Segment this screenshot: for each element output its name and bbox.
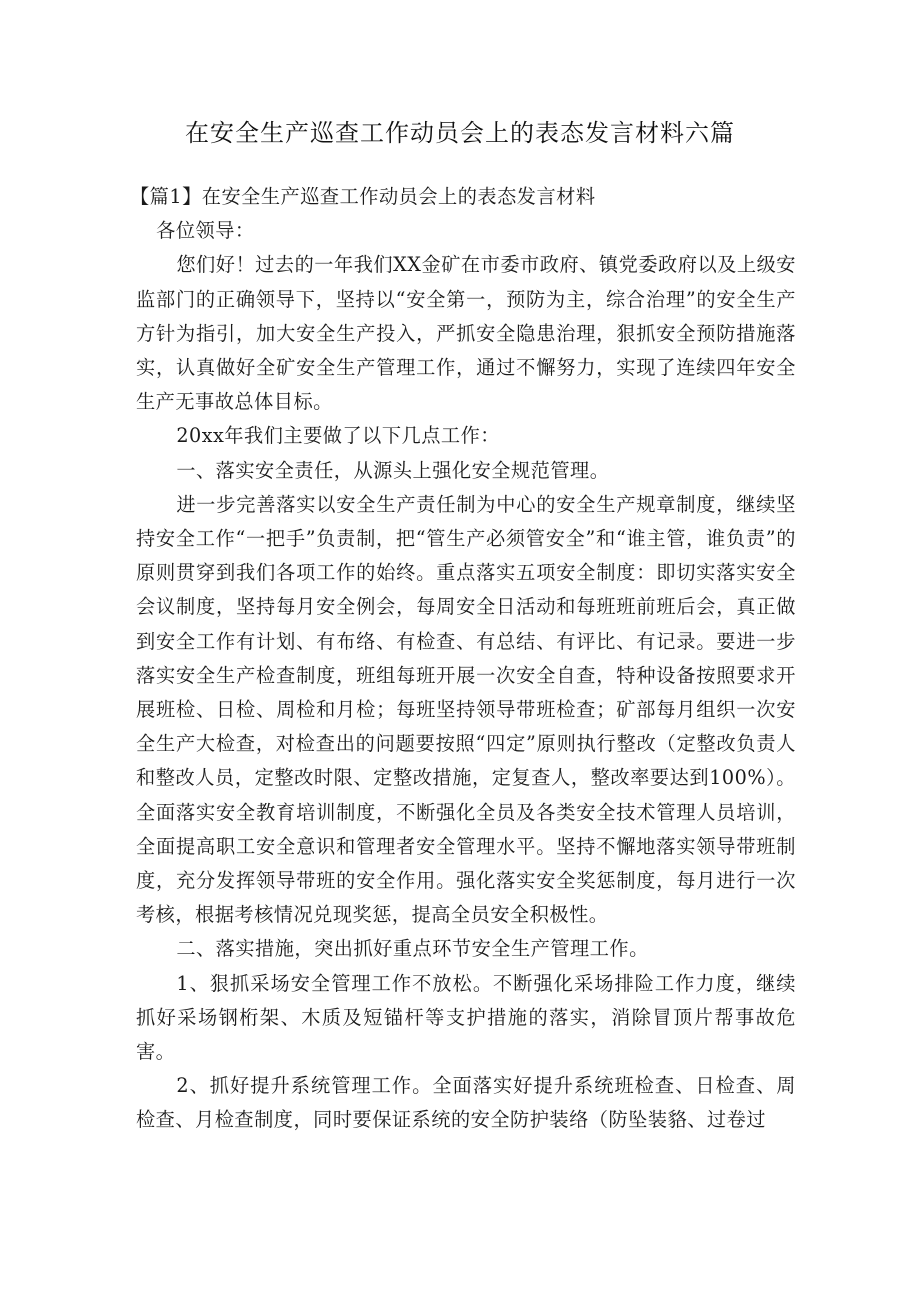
paragraph: 2、抓好提升系统管理工作。全面落实好提升系统班检查、日检查、周检查、月检查制度，同时要保证系统的安全防护装络（防坠装貉、过卷过 [136, 1074, 796, 1132]
section-heading: 一、落实安全责任，从源头上强化安全规范管理。 [176, 458, 610, 482]
salutation: 各位领导： [156, 219, 255, 243]
section-heading: 二、落实措施，突出抓好重点环节安全生产管理工作。 [176, 937, 649, 961]
paragraph: 进一步完善落实以安全生产责任制为中心的安全生产规章制度，继续坚持安全工作“一把手”负责制，把“管生产必须管安全”和“谁主管，谁负责”的原则贯穿到我们各项工作的始终。重点落实五项安全制度：即切实落实安全会议制度，坚持每月安全例会，每周安全日活动和每班班前班后会，真正做到安全工作有计划、有布络、有检查、有总结、有评比、有记录。要进一步落实安全生产检查制度，班组每班开展一次安全自查，特种设备按照要求开展班检、日检、周检和月检；每班坚持领导带班检查；矿部每月组织一次安全生产大检查，对检查出的问题要按照“四定”原则执行整改（定整改负责人和整改人员，定整改时限、定整改措施，定复查人，整改率要达到100%）。全面落实安全教育培训制度，不断强化全员及各类安全技术管理人员培训，全面提高职工安全意识和管理者安全管理水平。坚持不懈地落实领导带班制度，充分发挥领导带班的安全作用。强化落实安全奖惩制度，每月进行一次考核，根据考核情况兑现奖惩，提高全员安全积极性。 [136, 492, 796, 927]
paragraph: 20xx年我们主要做了以下几点工作： [176, 424, 500, 448]
paragraph: 1、狠抓采场安全管理工作不放松。不断强化采场排险工作力度，继续抓好采场钢桁架、木质及短锚杆等支护措施的落实，消除冒顶片帮事故危害。 [136, 971, 796, 1064]
document-title: 在安全生产巡查工作动员会上的表态发言材料六篇 [185, 119, 735, 147]
section-header: 【篇1】在安全生产巡查工作动员会上的表态发言材料 [130, 185, 596, 208]
paragraph: 您们好！过去的一年我们XX金矿在市委市政府、镇党委政府以及上级安监部门的正确领导下，坚持以“安全第一，预防为主，综合治理”的安全生产方针为指引，加大安全生产投入，严抓安全隐患治理，狠抓安全预防措施落实，认真做好全矿安全生产管理工作，通过不懈努力，实现了连续四年安全生产无事故总体目标。 [136, 253, 796, 414]
document-body [130, 180, 796, 1138]
